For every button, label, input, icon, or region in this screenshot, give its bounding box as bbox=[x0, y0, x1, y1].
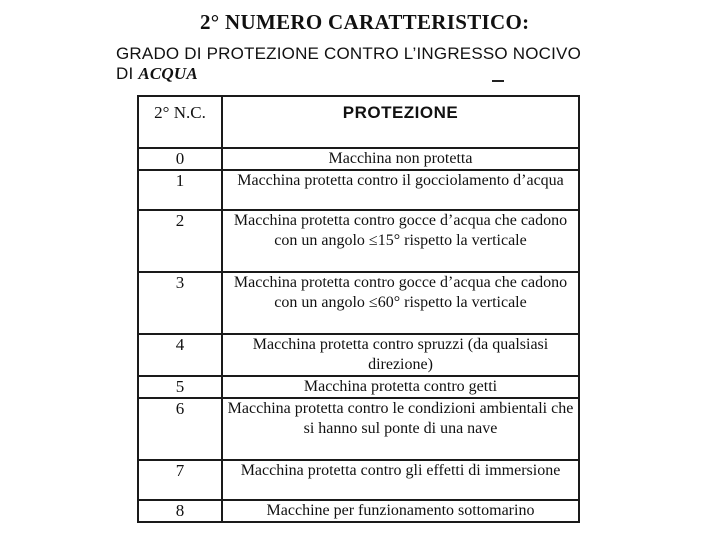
page-title: 2° NUMERO CARATTERISTICO: bbox=[200, 10, 530, 34]
row-number: 2 bbox=[138, 210, 222, 272]
row-number: 1 bbox=[138, 170, 222, 210]
table-row bbox=[138, 148, 579, 170]
row-protection: Macchina protetta contro spruzzi (da qualsiasi direzione) bbox=[222, 334, 579, 376]
row-protection: Macchina protetta contro il gocciolamento d’acqua bbox=[222, 170, 579, 210]
table-row bbox=[138, 272, 579, 334]
table-row bbox=[138, 376, 579, 398]
table-row bbox=[138, 460, 579, 500]
protection-table bbox=[137, 95, 580, 523]
row-number: 5 bbox=[138, 376, 222, 398]
table-header-row bbox=[138, 96, 579, 148]
row-number: 0 bbox=[138, 148, 222, 170]
row-number: 7 bbox=[138, 460, 222, 500]
row-protection: Macchina protetta contro gli effetti di immersione bbox=[222, 460, 579, 500]
page-subtitle bbox=[116, 44, 616, 84]
subtitle-line-2 bbox=[116, 64, 616, 84]
table-row bbox=[138, 500, 579, 522]
header-number: 2° N.C. bbox=[138, 96, 222, 148]
row-protection: Macchine per funzionamento sottomarino bbox=[222, 500, 579, 522]
table-row bbox=[138, 334, 579, 376]
row-protection: Macchina protetta contro gocce d’acqua che cadono con un angolo ≤60° rispetto la verticale bbox=[222, 272, 579, 334]
row-number: 4 bbox=[138, 334, 222, 376]
row-protection: Macchina protetta contro gocce d’acqua che cadono con un angolo ≤15° rispetto la verticale bbox=[222, 210, 579, 272]
row-protection: Macchina non protetta bbox=[222, 148, 579, 170]
subtitle-line-1: GRADO DI PROTEZIONE CONTRO L’INGRESSO NOCIVO bbox=[116, 44, 582, 63]
header-protection: PROTEZIONE bbox=[222, 96, 579, 148]
row-protection: Macchina protetta contro getti bbox=[222, 376, 579, 398]
table-row bbox=[138, 170, 579, 210]
subtitle-emphasis: ACQUA bbox=[138, 64, 198, 83]
subtitle-prefix: DI bbox=[116, 64, 139, 83]
table-row bbox=[138, 398, 579, 460]
row-protection: Macchina protetta contro le condizioni ambientali che si hanno sul ponte di una nave bbox=[222, 398, 579, 460]
scan-dash-mark bbox=[492, 80, 504, 82]
row-number: 6 bbox=[138, 398, 222, 460]
row-number: 3 bbox=[138, 272, 222, 334]
table-row bbox=[138, 210, 579, 272]
row-number: 8 bbox=[138, 500, 222, 522]
